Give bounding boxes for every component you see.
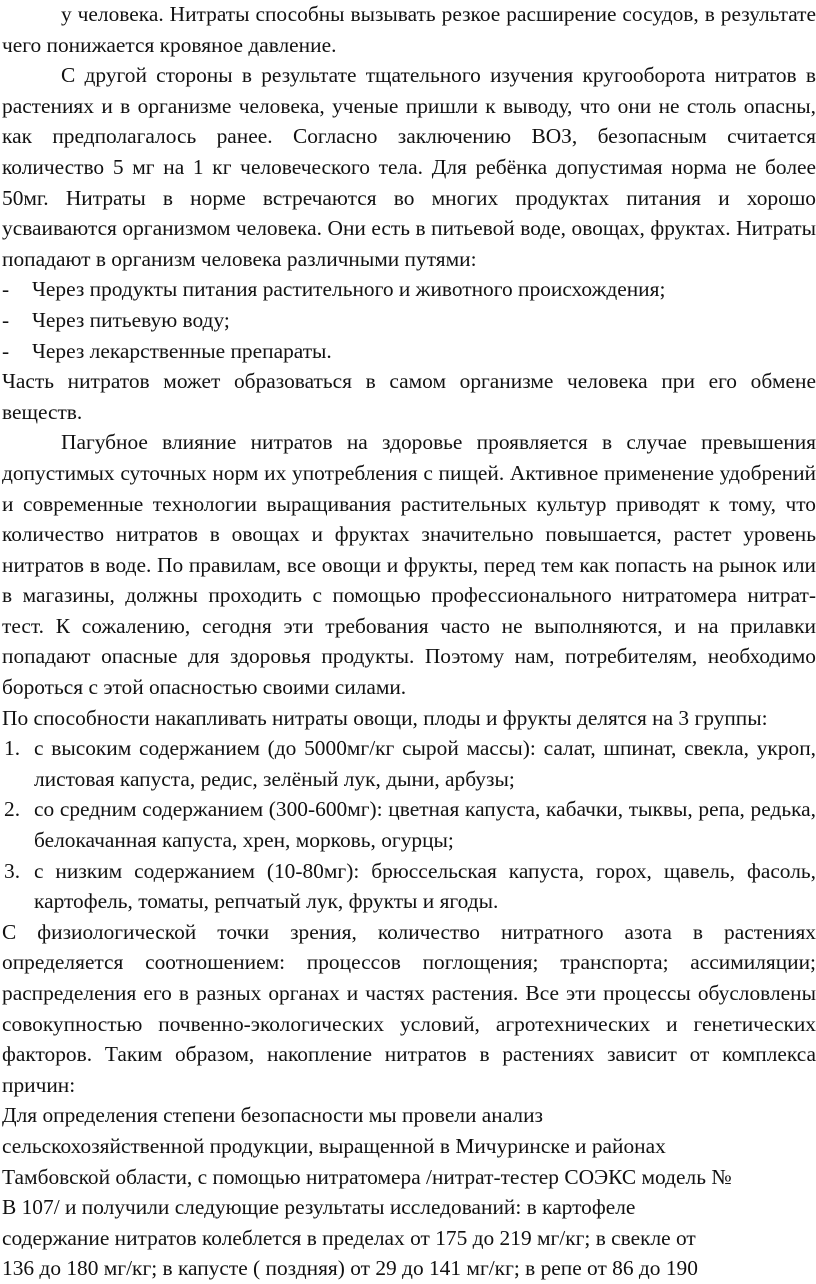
list-item-text: со средним содержанием (300-600мг): цветная капуста, кабачки, тыквы, репа, редька, белокачанная капуста, хрен, морковь, огурцы;: [34, 797, 816, 853]
list-item-text: с низким содержанием (10-80мг): брюссельская капуста, горох, щавель, фасоль, картофель, томаты, репчатый лук, фрукты и ягоды.: [34, 858, 816, 914]
list-item-text: Через питьевую воду;: [32, 307, 230, 332]
text-line: содержание нитратов колеблется в пределах от 175 до 219 мг/кг; в свекле от: [2, 1225, 696, 1250]
list-item: [2, 336, 816, 367]
paragraph-groups-intro: По способности накапливать нитраты овощи, плоды и фрукты делятся на 3 группы:: [2, 705, 768, 730]
list-item: [2, 856, 816, 917]
list-marker: -: [2, 307, 10, 332]
list-marker: -: [2, 338, 10, 363]
list-marker: 1.: [4, 736, 21, 761]
list-item: [2, 733, 816, 794]
text-line: 136 до 180 мг/кг; в капусте ( поздняя) от 29 до 141 мг/кг; в репе от 86 до 190: [2, 1256, 698, 1281]
accumulation-groups-list: [2, 733, 816, 917]
list-item-text: с высоким содержанием (до 5000мг/кг сырой массы): салат, шпинат, свекла, укроп, листовая капуста, редис, зелёный лук, дыни, арбузы;: [34, 736, 816, 791]
paragraph-physiology: С физиологической точки зрения, количество нитратного азота в растениях определяется соотношением: процессов поглощения; транспорта; ассимиляции; распределения его в разных органах и частях растения. Все эти процессы обусловлены совокупностью почвенно-экологических условий, агротехнических и генетических факторов. Таким образом, накопление нитратов в растениях зависит от комплекса причин:: [2, 919, 816, 1097]
list-marker: 3.: [4, 858, 21, 883]
list-item: [2, 794, 816, 855]
list-item: [2, 274, 816, 305]
nitrate-intake-ways-list: [2, 274, 816, 366]
list-item-text: Через продукты питания растительного и животного происхождения;: [32, 277, 666, 302]
list-item: [2, 305, 816, 336]
text-line: Тамбовской области, с помощью нитратомера /нитрат-тестер СОЭКС модель №: [2, 1164, 732, 1189]
text-line: В 107/ и получили следующие результаты исследований: в картофеле: [2, 1195, 636, 1220]
list-marker: -: [2, 277, 10, 302]
text-line: Для определения степени безопасности мы провели анализ: [2, 1103, 544, 1128]
paragraph-nitrates-vasodilation: у человека. Нитраты способны вызывать резкое расширение сосудов, в результате чего понижается кровяное давление.: [2, 2, 816, 57]
text-line: сельскохозяйственной продукции, выращенной в Мичуринске и районах: [2, 1133, 666, 1158]
paragraph-who-norms: С другой стороны в результате тщательного изучения кругооборота нитратов в растениях и в организме человека, ученые пришли к выводу, что они не столь опасны, как предполагалось ранее. Согласно заключению ВОЗ, безопасным считается количество 5 мг на 1 кг человеческого тела. Для ребёнка допустимая норма не более 50мг. Нитраты в норме встречаются во многих продуктах питания и хорошо усваиваются организмом человека. Они есть в питьевой воде, овощах, фруктах. Нитраты попадают в организм человека различными путями:: [2, 63, 816, 271]
list-item-text: Через лекарственные препараты.: [32, 338, 332, 363]
list-marker: 2.: [4, 797, 21, 822]
paragraph-analysis-results: [2, 1100, 816, 1284]
paragraph-harmful-influence: Пагубное влияние нитратов на здоровье проявляется в случае превышения допустимых суточных норм их употребления с пищей. Активное применение удобрений и современные технологии выращивания растительных культур приводят к тому, что количество нитратов в овощах и фруктах значительно повышается, растет уровень нитратов в воде. По правилам, все овощи и фрукты, перед тем как попасть на рынок или в магазины, должны проходить с помощью профессионального нитратомера нитрат-тест. К сожалению, сегодня эти требования часто не выполняются, и на прилавки попадают опасные для здоровья продукты. Поэтому нам, потребителям, необходимо бороться с этой опасностью своими силами.: [2, 430, 816, 700]
paragraph-internal-formation: Часть нитратов может образоваться в самом организме человека при его обмене веществ.: [2, 369, 816, 424]
